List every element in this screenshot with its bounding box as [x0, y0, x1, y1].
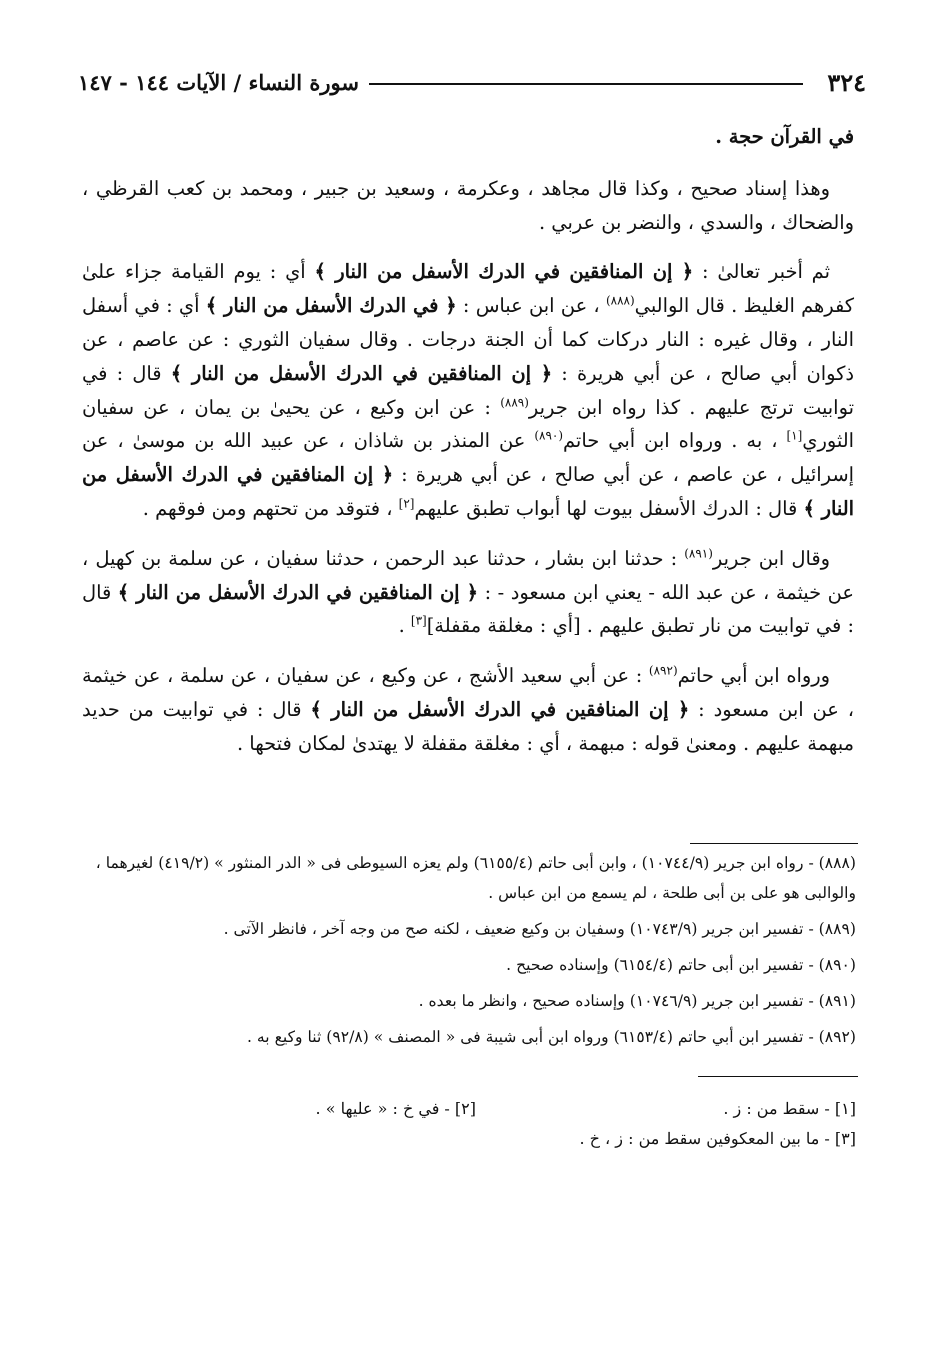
paragraph-isnad: وهذا إسناد صحيح ، وكذا قال مجاهد ، وعكرمة ، وسعيد بن جبير ، ومحمد بن كعب القرظي ، والضحاك ، والسدي ، والنضر بن عربي . [82, 176, 854, 234]
footnote-888: (٨٨٨) - رواه ابن جرير (١٠٧٤٤/٩) ، وابن أبى حاتم (٦١٥٥/٤) ولم يعزه السيوطى فى « الدر المنثور » (٤١٩/٢) لغيرهما ، والوالبى هو على بن أبى طلحة ، لم يسمع من ابن عباس . [95, 854, 856, 902]
text-run: قال : في توابيت ترتج عليهم . كذا رواه ابن جرير [82, 361, 854, 419]
quran-verse: ﴿ إن المنافقين في الدرك الأسفل من النار ﴾ [314, 260, 694, 284]
paragraph-ibn-jarir [82, 542, 854, 643]
footnote-separator [690, 843, 858, 844]
quran-verse: ﴿ إن المنافقين في الدرك الأسفل من النار ﴾ [170, 361, 553, 385]
page-header [78, 60, 866, 104]
text-run: ، فتوقد من تحتهم ومن فوقهم . [142, 496, 399, 520]
text-run: : عن ابن وكيع ، عن يحيىٰ بن يمان ، عن سفيان الثوري [82, 395, 854, 453]
manuscript-note-ref[interactable]: [٣] [410, 613, 427, 628]
text-run: . [398, 614, 411, 638]
manuscript-note-ref[interactable]: [٢] [398, 496, 415, 511]
manuscript-note-3: [٣] - ما بين المعكوفين سقط من : ز ، خ . [579, 1129, 856, 1148]
manuscript-notes [240, 1094, 856, 1154]
text-run: قال : في توابيت من حديد مبهمة عليهم . ومعنىٰ قوله : مبهمة ، أي : مغلقة مقفلة لا يهتدىٰ لمكان فتحها . [82, 697, 854, 755]
text-run: ثم أخبر تعالىٰ : [693, 260, 830, 284]
quran-verse: ﴿ إن المنافقين في الدرك الأسفل من النار ﴾ [117, 580, 479, 604]
text-run: أي : يوم القيامة جزاء علىٰ كفرهم الغليظ . قال الوالبي [82, 260, 855, 318]
paragraph-tafsir [82, 255, 854, 525]
header-rule [369, 83, 803, 85]
text-run: ورواه ابن أبي حاتم [677, 664, 830, 688]
text-run: عن المنذر بن شاذان ، عن عبيد الله بن موسىٰ ، عن إسرائيل ، عن عاصم ، عن أبي صالح ، عن أبي هريرة : [82, 429, 854, 487]
quran-verse: ﴿ في الدرك الأسفل من النار ﴾ [205, 294, 457, 318]
footnote-892: (٨٩٢) - تفسير ابن أبي حاتم (٦١٥٣/٤) ورواه ابن أبى شيبة فى « المصنف » (٩٢/٨) ثنا وكيع به . [247, 1028, 856, 1046]
footnote-891: (٨٩١) - تفسير ابن جرير (١٠٧٤٦/٩) وإسناده صحيح ، وانظر ما بعده . [418, 992, 856, 1010]
notes-row [240, 1094, 856, 1124]
manuscript-note-1: [١] - سقط من : ز . [723, 1099, 856, 1118]
notes-row [240, 1124, 856, 1154]
footnote-ref[interactable]: (٨٨٩) [500, 395, 529, 410]
text-run: أي : في أسفل النار ، وقال غيره : النار دركات كما أن الجنة درجات . وقال سفيان الثوري : عن عاصم ، عن ذكوان أبي صالح ، عن أبي هريرة : [82, 294, 854, 385]
manuscript-note-2: [٢] - في خ : « عليها » . [315, 1099, 476, 1118]
footnote-890: (٨٩٠) - تفسير ابن أبى حاتم (٦١٥٤/٤) وإسناده صحيح . [506, 956, 856, 974]
footnote-ref[interactable]: (٨٩٠) [534, 428, 564, 443]
paragraph-continuation [82, 120, 854, 154]
notes-separator [698, 1076, 858, 1077]
footnote-ref[interactable]: (٨٨٨) [605, 293, 635, 308]
quran-verse: ﴿ إن المنافقين في الدرك الأسفل من النار ﴾ [82, 463, 854, 520]
quran-verse: ﴿ إن المنافقين في الدرك الأسفل من النار ﴾ [310, 697, 690, 721]
page-number: ٣٢٤ [827, 67, 866, 97]
text-run: قال : في توابيت من نار تطبق عليهم . [أي : مغلقة مقفلة] [82, 580, 854, 638]
footnote-ref[interactable]: (٨٩٢) [648, 663, 678, 678]
text-run: وقال ابن جرير [712, 546, 830, 570]
text-run: ، عن ابن عباس : [456, 294, 606, 318]
continuation-text: في القرآن حجة . [715, 125, 854, 148]
text-run: : عن أبي سعيد الأشج ، عن وكيع ، عن سفيان ، عن سلمة ، عن خيثمة ، عن ابن مسعود : [82, 664, 854, 721]
text-run: ، به . ورواه ابن أبي حاتم [563, 429, 787, 453]
paragraph-ibn-abi-hatim [82, 659, 854, 760]
main-text [82, 120, 854, 777]
running-title: سورة النساء / الآيات ١٤٤ - ١٤٧ [78, 69, 359, 95]
text-run: : حدثنا ابن بشار ، حدثنا عبد الرحمن ، حدثنا سفيان ، عن سلمة بن كهيل ، عن خيثمة ، عن عبد الله - يعني ابن مسعود - : [82, 546, 854, 604]
footnotes-section [88, 848, 856, 1058]
text-run: قال : الدرك الأسفل بيوت لها أبواب تطبق عليهم [414, 496, 804, 520]
footnote-889: (٨٨٩) - تفسير ابن جرير (١٠٧٤٣/٩) وسفيان بن وكيع ضعيف ، لكنه صح من وجه آخر ، فانظر الآتى . [223, 920, 856, 938]
footnote-ref[interactable]: (٨٩١) [684, 546, 713, 561]
manuscript-note-ref[interactable]: [١] [786, 428, 803, 443]
